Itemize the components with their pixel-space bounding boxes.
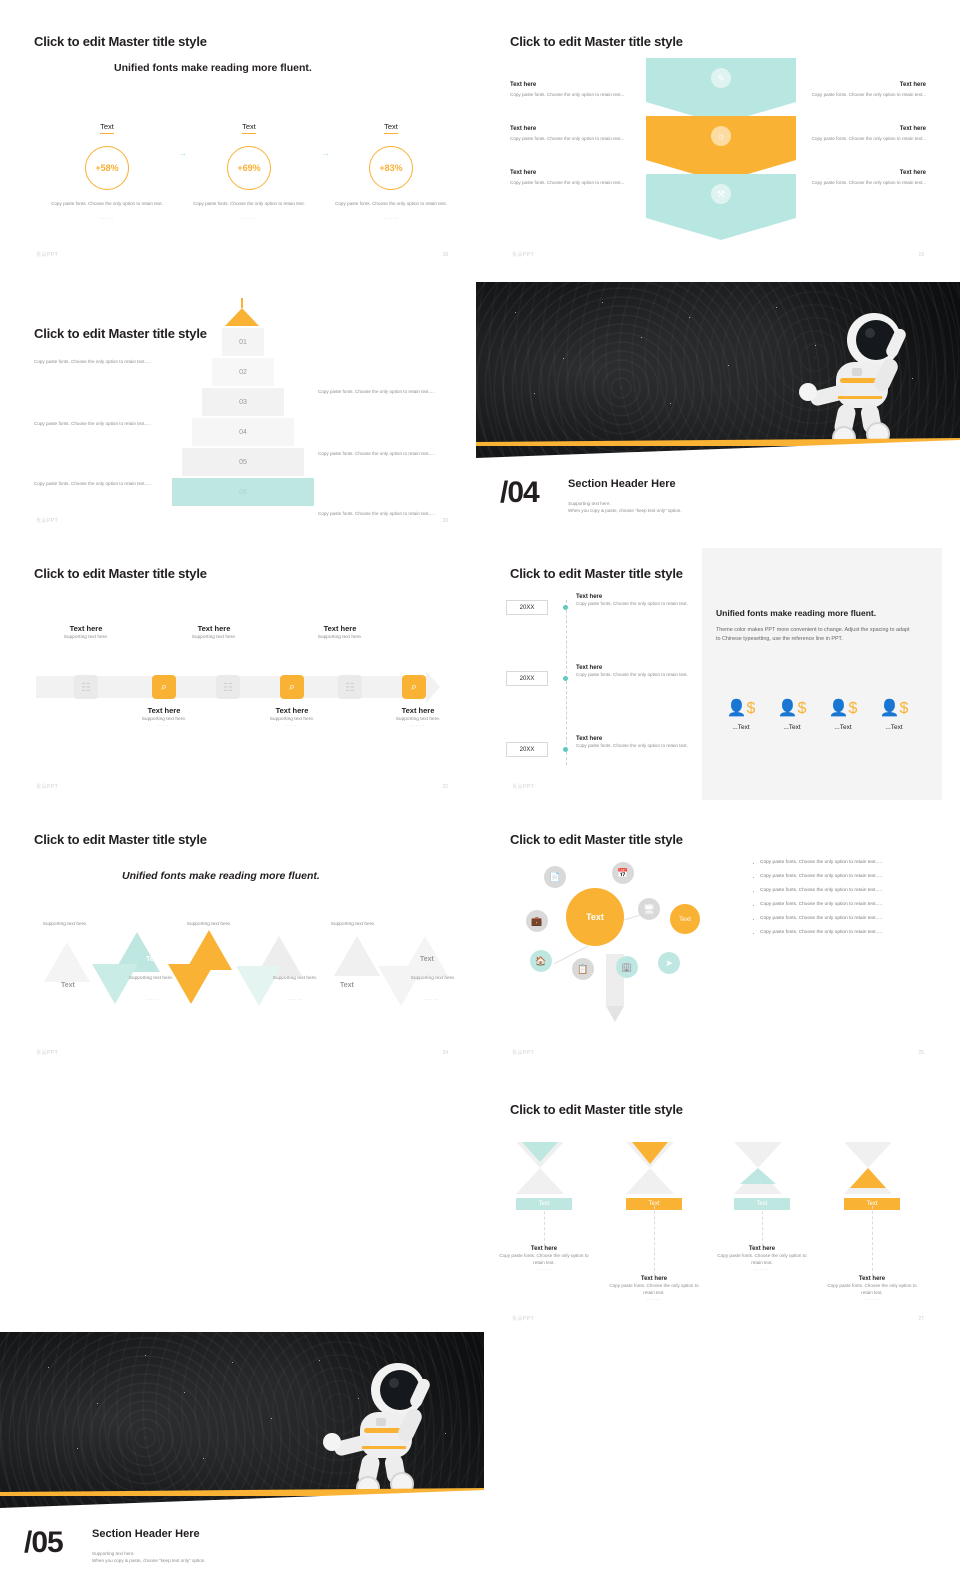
triangle-label-2: Text — [146, 956, 160, 963]
caption-body: Supporting text here. — [191, 635, 237, 640]
triangle-caption-5: Supporting text here. — [330, 922, 376, 927]
section-subtext — [568, 500, 798, 514]
pyramid-level: 04 — [192, 418, 294, 446]
person-label: ...Text — [732, 724, 750, 731]
bullet-item: · Copy paste fonts. Choose the only option to retain text..... — [752, 874, 932, 879]
hourglass-4 — [844, 1142, 900, 1210]
caption-dots: ...... — [646, 1296, 662, 1303]
page-number: 22 — [442, 784, 448, 790]
bullet-list — [752, 860, 932, 944]
slide-25 — [494, 814, 942, 1066]
callout-body: Copy paste fonts. Choose the only option to retain text... — [811, 92, 926, 97]
connector-line — [762, 1206, 763, 1246]
pyramid-level: 06 — [172, 478, 314, 506]
bullet-item: · Copy paste fonts. Choose the only option to retain text..... — [752, 860, 932, 865]
pyramid-level: 05 — [182, 448, 304, 476]
triangle-teal-3 — [236, 966, 282, 1006]
event-body: Copy paste fonts. Choose the only option to retain text. — [576, 743, 688, 748]
panel-title: Unified fonts make reading more fluent. — [716, 608, 877, 618]
tools-icon: ⚒ — [711, 184, 731, 204]
kpi-item — [184, 116, 314, 221]
page-number: 20 — [442, 518, 448, 524]
person-money-icon: 👤$ — [777, 700, 807, 717]
pyramid-level: 02 — [212, 358, 274, 386]
callout-body: Copy paste fonts. Choose the only option to retain text... — [510, 92, 625, 97]
pyramid-diagram — [178, 328, 308, 508]
person-stat-4 — [869, 698, 919, 731]
caption-head: Text here — [748, 1246, 776, 1252]
pyramid-note-right-3: Copy paste fonts. Choose the only option to retain text..... — [318, 511, 435, 516]
section-subtext-line2: When you copy & paste, choose “keep text only” option. — [568, 507, 682, 513]
footer-logo: 优品PPT — [512, 1050, 535, 1056]
timeline-dot-2 — [563, 676, 568, 681]
callout-left-3 — [510, 170, 630, 186]
callout-body: Copy paste fonts. Choose the only option to retain text... — [811, 180, 926, 185]
caption-dots: ...... — [410, 722, 426, 728]
kpi-desc: Copy paste fonts. Choose the only option to retain text. — [51, 201, 163, 206]
triangle-label-3: Text — [206, 982, 220, 989]
document-icon: 📄 — [544, 866, 566, 888]
kpi-desc: Copy paste fonts. Choose the only option to retain text. — [193, 201, 305, 206]
kpi-label: Text — [242, 122, 256, 134]
pyramid-note-right-1: Copy paste fonts. Choose the only option to retain text..... — [318, 389, 435, 394]
connector-line — [872, 1206, 873, 1276]
page-title: Click to edit Master title style — [510, 1102, 683, 1117]
caption-body: Supporting text here. — [63, 635, 109, 640]
kpi-label: Text — [100, 122, 114, 134]
caption-dots: ...... — [156, 722, 172, 728]
pyramid-note-left-3: Copy paste fonts. Choose the only option to retain text..... — [34, 481, 151, 486]
person-money-icon: 👤$ — [879, 700, 909, 717]
triangle-grey-1 — [44, 942, 90, 982]
caption-head: Text here — [69, 624, 103, 633]
process-node-3: ☷ — [216, 675, 240, 699]
footer-logo: 优品PPT — [36, 784, 59, 790]
triangle-caption-2: Supporting text here. — [128, 976, 174, 981]
caption-dots: ...... — [284, 722, 300, 728]
person-money-icon: 👤$ — [726, 700, 756, 717]
astronaut-illustration — [778, 300, 938, 450]
connector-line — [654, 1206, 655, 1276]
caption-body: Supporting text here. — [141, 717, 187, 722]
pyramid-level: 01 — [222, 328, 264, 356]
hourglass-caption-2 — [608, 1276, 700, 1302]
process-caption-bottom-1 — [112, 706, 216, 728]
caption-body: Copy paste fonts. Choose the only option to retain text. — [827, 1283, 917, 1296]
chevron-diagram — [646, 58, 796, 248]
triangle-label-5: Text — [420, 956, 434, 963]
footer-logo: 优品PPT — [512, 1316, 535, 1322]
kpi-dots: ...... — [383, 215, 399, 222]
send-icon: ➤ — [658, 952, 680, 974]
footer-logo: 优品PPT — [36, 518, 59, 524]
process-node-6: ⌕ — [402, 675, 426, 699]
hourglass-3 — [734, 1142, 790, 1210]
side-panel — [702, 548, 942, 800]
caption-body: Supporting text here. — [317, 635, 363, 640]
person-money-icon: 👤$ — [828, 700, 858, 717]
briefcase-icon: 💼 — [526, 910, 548, 932]
slide-subtitle: Unified fonts make reading more fluent. — [122, 870, 320, 882]
person-stat-1 — [716, 698, 766, 731]
pyramid-level: 03 — [202, 388, 284, 416]
person-stat-3 — [818, 698, 868, 731]
pyramid-note-right-2: Copy paste fonts. Choose the only option to retain text..... — [318, 451, 435, 456]
triangle-caption-6: Supporting text here. — [410, 976, 456, 981]
slide-23 — [494, 548, 942, 800]
gear-icon: ☼ — [711, 126, 731, 146]
slide-21-section-header — [476, 282, 960, 534]
caption-body: Copy paste fonts. Choose the only option to retain text. — [499, 1253, 589, 1266]
slide-18 — [18, 16, 466, 268]
hourglass-caption-1 — [498, 1246, 590, 1272]
section-subtext — [92, 1550, 322, 1564]
page-number: 25 — [918, 1050, 924, 1056]
hourglass-caption-4 — [826, 1276, 918, 1302]
callout-right-2 — [806, 126, 926, 142]
page-number: 19 — [918, 252, 924, 258]
bullet-item: · Copy paste fonts. Choose the only option to retain text..... — [752, 930, 932, 935]
callout-head: Text here — [899, 126, 926, 132]
triangle-caption-4: Supporting text here. — [272, 976, 318, 981]
hub-secondary: Text — [670, 904, 700, 934]
timeline-year-2: 20XX — [506, 671, 548, 686]
pyramid-note-left-2: Copy paste fonts. Choose the only option to retain text..... — [34, 421, 151, 426]
timeline-event-1 — [576, 594, 706, 607]
footer-logo: 优品PPT — [36, 1050, 59, 1056]
pyramid-note-left-1: Copy paste fonts. Choose the only option to retain text..... — [34, 359, 151, 364]
event-body: Copy paste fonts. Choose the only option to retain text. — [576, 672, 688, 677]
triangle-label-1: Text — [61, 982, 75, 989]
section-number: /05 — [24, 1526, 63, 1559]
chevron-band-2 — [646, 116, 796, 178]
person-label: ...Text — [783, 724, 801, 731]
caption-head: Text here — [197, 624, 231, 633]
section-number: /04 — [500, 476, 539, 509]
slide-26-section-header — [0, 1332, 484, 1584]
callout-head: Text here — [510, 126, 537, 132]
triangle-grey-3 — [334, 936, 380, 976]
chevron-band-1 — [646, 58, 796, 120]
triangle-caption-3: Supporting text here. — [186, 922, 232, 927]
page-number: 24 — [442, 1050, 448, 1056]
kpi-label: Text — [384, 122, 398, 134]
process-caption-top-2 — [162, 624, 266, 640]
process-node-5: ☷ — [338, 675, 362, 699]
arrow-icon: → — [178, 148, 187, 158]
caption-dots: ...... — [288, 996, 303, 1002]
building-icon: 🏢 — [616, 956, 638, 978]
slide-subtitle: Unified fonts make reading more fluent. — [114, 62, 312, 74]
caption-head: Text here — [323, 624, 357, 633]
kpi-dots: ...... — [99, 215, 115, 222]
timeline-event-2 — [576, 665, 706, 678]
hourglass-tag: Text — [844, 1198, 900, 1210]
caption-dots: ...... — [424, 996, 439, 1002]
page-title: Click to edit Master title style — [510, 34, 683, 49]
page-number: 18 — [442, 252, 448, 258]
calendar-icon: 📅 — [612, 862, 634, 884]
callout-body: Copy paste fonts. Choose the only option to retain text... — [510, 180, 625, 185]
callout-left-2 — [510, 126, 630, 142]
hourglass-tag: Text — [734, 1198, 790, 1210]
hub-center: Text — [566, 888, 624, 946]
footer-logo: 优品PPT — [36, 252, 59, 258]
section-subtext-line1: Supporting text here. — [568, 500, 611, 506]
caption-body: Supporting text here. — [269, 717, 315, 722]
astronaut-illustration — [302, 1350, 462, 1500]
kpi-item — [326, 116, 456, 221]
callout-head: Text here — [899, 170, 926, 176]
pencil-icon: ✎ — [711, 68, 731, 88]
section-subtext-line1: Supporting text here. — [92, 1550, 135, 1556]
page-title: Click to edit Master title style — [34, 832, 207, 847]
timeline-year-3: 20XX — [506, 742, 548, 757]
caption-head: Text here — [858, 1276, 886, 1282]
callout-right-3 — [806, 170, 926, 186]
process-caption-bottom-2 — [240, 706, 344, 728]
callout-left-1 — [510, 82, 630, 98]
kpi-value: +69% — [227, 146, 271, 190]
caption-dots: ...... — [146, 996, 161, 1002]
kpi-item — [42, 116, 172, 221]
process-caption-top-3 — [288, 624, 392, 640]
event-body: Copy paste fonts. Choose the only option to retain text. — [576, 601, 688, 606]
timeline-event-3 — [576, 736, 706, 749]
page-title: Click to edit Master title style — [510, 832, 683, 847]
caption-dots: ...... — [536, 1266, 552, 1273]
event-head: Text here — [576, 736, 603, 742]
slide-27 — [494, 1080, 942, 1332]
triangle-label-4: Text — [340, 982, 354, 989]
slide-22 — [18, 548, 466, 800]
process-caption-bottom-3 — [366, 706, 466, 728]
triangle-teal-2 — [92, 964, 138, 1004]
connector-line — [544, 1206, 545, 1246]
timeline-dot-1 — [563, 605, 568, 610]
timeline-year-1: 20XX — [506, 600, 548, 615]
kpi-dots: ...... — [241, 215, 257, 222]
bullet-item: · Copy paste fonts. Choose the only option to retain text..... — [752, 902, 932, 907]
lamp-icon — [225, 298, 259, 326]
kpi-desc: Copy paste fonts. Choose the only option to retain text. — [335, 201, 447, 206]
caption-body: Copy paste fonts. Choose the only option to retain text. — [717, 1253, 807, 1266]
page-title: Click to edit Master title style — [510, 566, 683, 581]
page-title: Click to edit Master title style — [34, 566, 207, 581]
page-number: 27 — [918, 1316, 924, 1322]
person-label: ...Text — [834, 724, 852, 731]
slide-19 — [494, 16, 942, 268]
process-caption-top-1 — [34, 624, 138, 640]
process-node-4: ⌕ — [280, 675, 304, 699]
screen-icon: 🖥 — [638, 898, 660, 920]
section-title: Section Header Here — [92, 1528, 200, 1540]
page-title: Click to edit Master title style — [34, 326, 207, 341]
home-icon: 🏠 — [530, 950, 552, 972]
slide-20 — [18, 282, 466, 534]
section-subtext-line2: When you copy & paste, choose “keep text only” option. — [92, 1557, 206, 1563]
hourglass-tag: Text — [516, 1198, 572, 1210]
caption-body: Copy paste fonts. Choose the only option to retain text. — [609, 1283, 699, 1296]
kpi-value: +83% — [369, 146, 413, 190]
callout-head: Text here — [510, 170, 537, 176]
callout-head: Text here — [899, 82, 926, 88]
caption-dots: ...... — [754, 1266, 770, 1273]
caption-dots: ...... — [864, 1296, 880, 1303]
page-title: Click to edit Master title style — [34, 34, 207, 49]
hourglass-tag: Text — [626, 1198, 682, 1210]
event-head: Text here — [576, 665, 603, 671]
slide-24 — [18, 814, 466, 1066]
panel-body: Theme color makes PPT more convenient to change. Adjust the spacing to adapt to Chinese typesetting, use the reference line in PPT. — [716, 627, 910, 643]
process-node-1: ☷ — [74, 675, 98, 699]
caption-head: Text here — [147, 706, 181, 715]
chevron-band-3 — [646, 174, 796, 236]
caption-head: Text here — [401, 706, 435, 715]
kpi-value: +58% — [85, 146, 129, 190]
callout-body: Copy paste fonts. Choose the only option to retain text... — [510, 136, 625, 141]
triangle-caption-1: Supporting text here. — [42, 922, 88, 927]
bullet-item: · Copy paste fonts. Choose the only option to retain text..... — [752, 916, 932, 921]
process-node-2: ⌕ — [152, 675, 176, 699]
hourglass-caption-3 — [716, 1246, 808, 1272]
person-stat-2 — [767, 698, 817, 731]
timeline-dot-3 — [563, 747, 568, 752]
caption-head: Text here — [640, 1276, 668, 1282]
section-title: Section Header Here — [568, 478, 676, 490]
caption-head: Text here — [530, 1246, 558, 1252]
person-label: ...Text — [885, 724, 903, 731]
list-icon: 📋 — [572, 958, 594, 980]
timeline-line — [566, 600, 567, 765]
caption-body: Supporting text here. — [395, 717, 441, 722]
arrow-icon: → — [321, 148, 330, 158]
callout-body: Copy paste fonts. Choose the only option to retain text... — [811, 136, 926, 141]
caption-head: Text here — [275, 706, 309, 715]
hourglass-2 — [626, 1142, 682, 1210]
callout-right-1 — [806, 82, 926, 98]
footer-logo: 优品PPT — [512, 784, 535, 790]
footer-logo: 优品PPT — [512, 252, 535, 258]
event-head: Text here — [576, 594, 603, 600]
hourglass-1 — [516, 1142, 572, 1210]
bullet-item: · Copy paste fonts. Choose the only option to retain text..... — [752, 888, 932, 893]
callout-head: Text here — [510, 82, 537, 88]
